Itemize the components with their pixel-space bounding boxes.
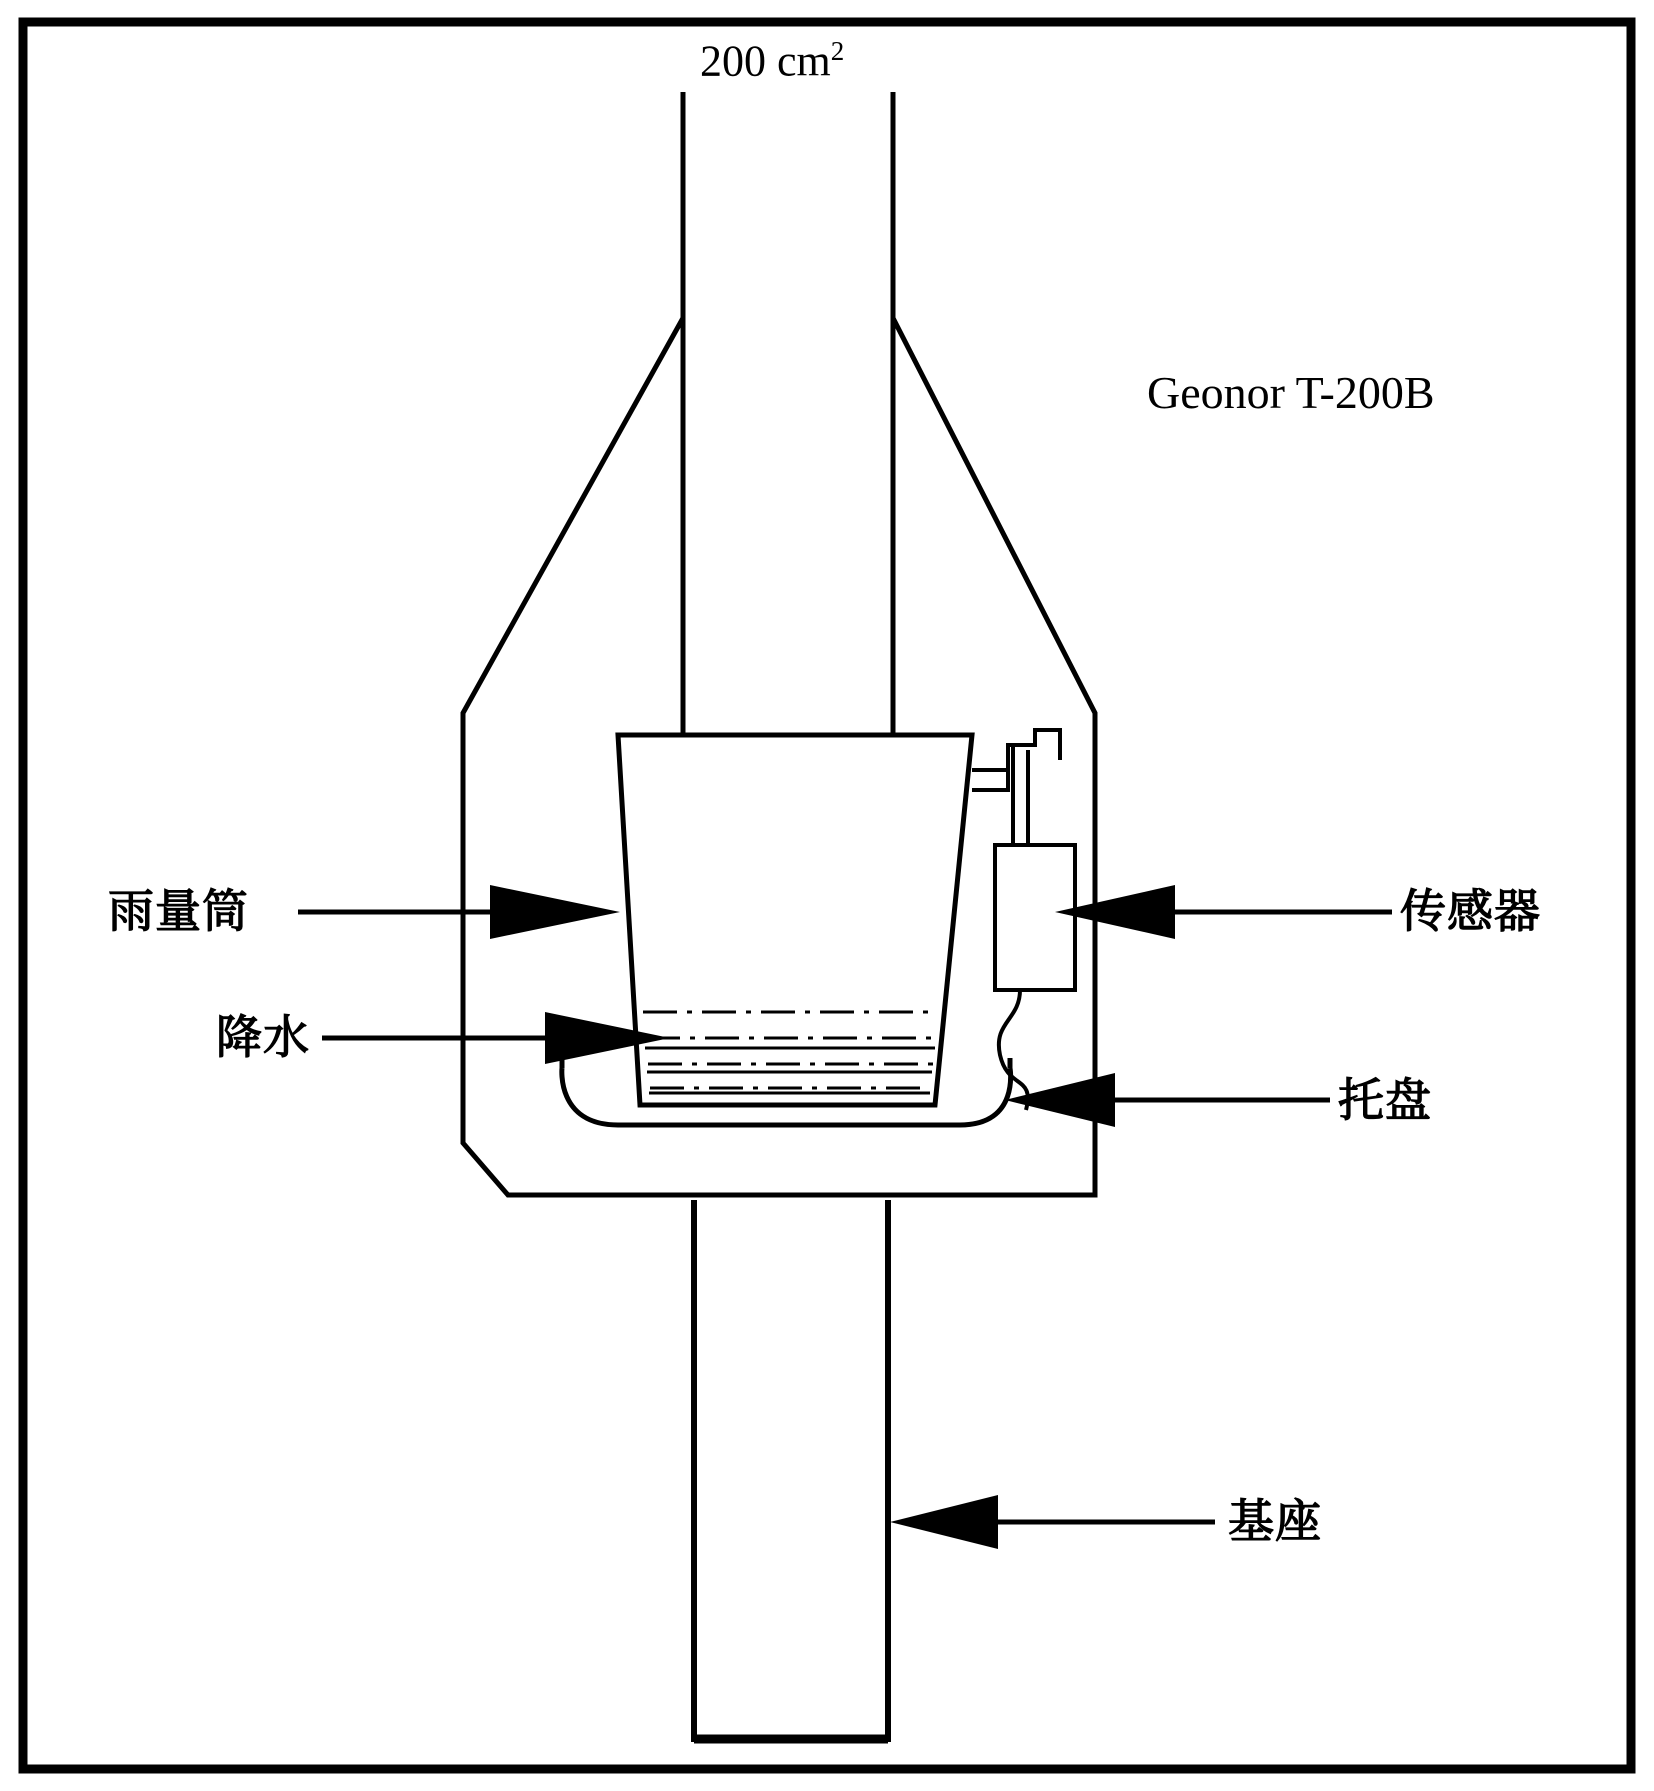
leader-base xyxy=(890,1495,1215,1549)
label-gauge-bucket: 雨量筒 xyxy=(108,884,249,938)
orifice-area-value: 200 cm xyxy=(700,36,831,86)
label-sensor: 传感器 xyxy=(1400,884,1541,938)
leader-gauge-bucket xyxy=(298,885,620,939)
base-pedestal xyxy=(694,1200,888,1739)
leader-precipitation xyxy=(322,1012,670,1064)
intake-chimney xyxy=(683,92,893,740)
leader-sensor xyxy=(1055,885,1392,939)
label-tray: 托盘 xyxy=(1338,1073,1432,1127)
label-precipitation: 降水 xyxy=(216,1010,310,1064)
sensor-assembly xyxy=(972,730,1075,1110)
orifice-area-label xyxy=(700,38,844,84)
label-base: 基座 xyxy=(1228,1494,1322,1548)
model-label: Geonor T-200B xyxy=(1147,367,1435,418)
leader-tray xyxy=(1005,1073,1330,1127)
orifice-area-exponent: 2 xyxy=(830,36,845,66)
